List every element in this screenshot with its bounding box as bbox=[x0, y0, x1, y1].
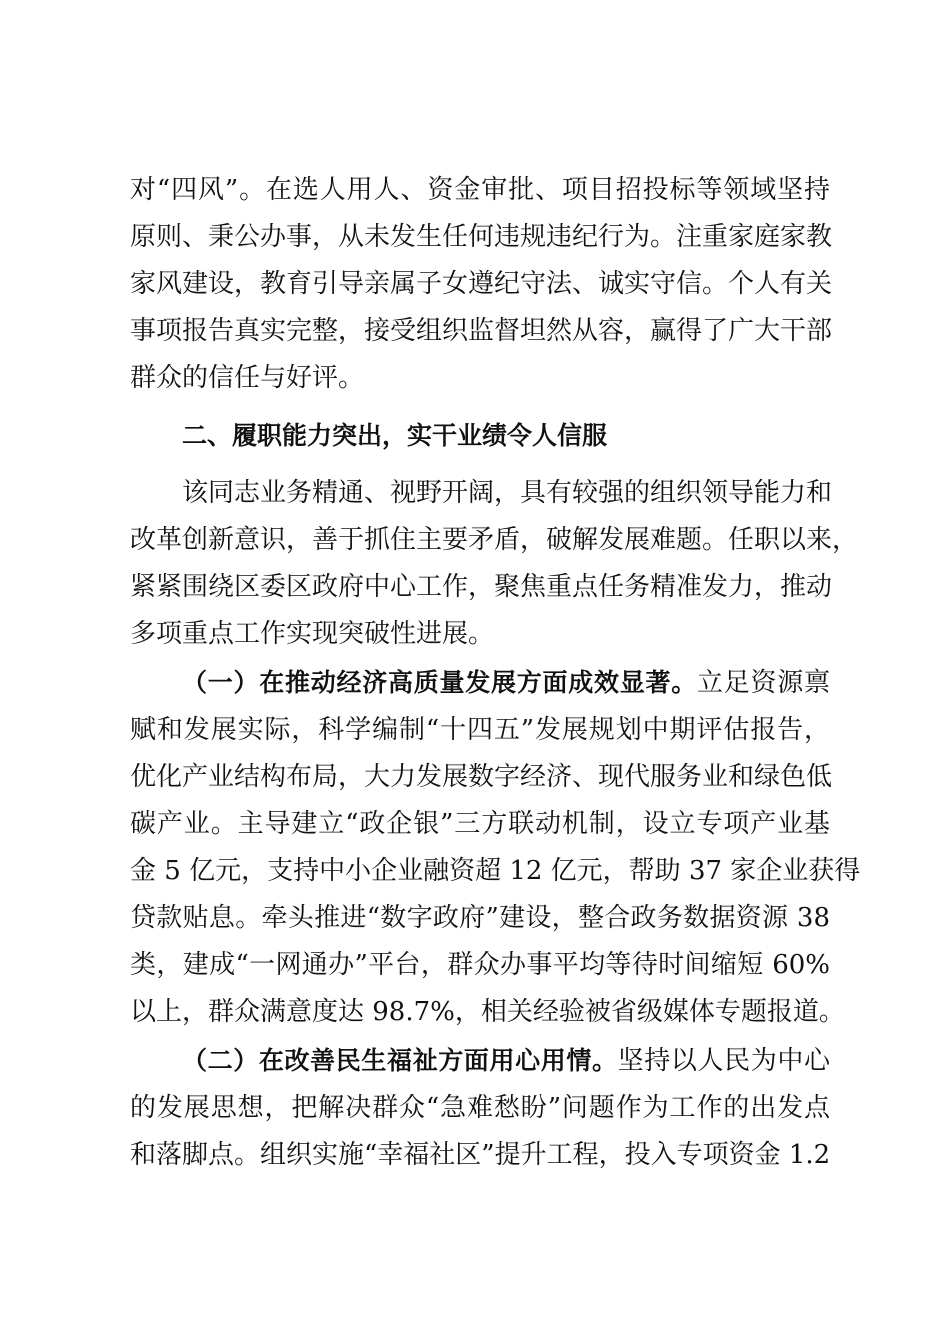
paragraph-line: 优化产业结构布局，大力发展数字经济、现代服务业和绿色低 bbox=[130, 762, 833, 792]
paragraph-line: 对“四风”。在选人用人、资金审批、项目招投标等领域坚持 bbox=[130, 175, 830, 205]
subsection-first-line bbox=[182, 1043, 830, 1079]
section-heading: 二、履职能力突出，实干业绩令人信服 bbox=[182, 421, 608, 450]
subsection-lead: （一）在推动经济高质量发展方面成效显著。 bbox=[182, 668, 697, 697]
paragraph-line: 贷款贴息。牵头推进“数字政府”建设，整合政务数据资源 38 bbox=[130, 903, 830, 933]
paragraph-line: 原则、秉公办事，从未发生任何违规违纪行为。注重家庭家教 bbox=[130, 222, 833, 252]
paragraph-line: 赋和发展实际，科学编制“十四五”发展规划中期评估报告， bbox=[130, 715, 830, 745]
subsection-first-line bbox=[182, 665, 830, 701]
paragraph-line: 家风建设，教育引导亲属子女遵纪守法、诚实守信。个人有关 bbox=[130, 269, 833, 299]
paragraph-line: 和落脚点。组织实施“幸福社区”提升工程，投入专项资金 1.2 bbox=[130, 1140, 831, 1170]
paragraph-line: 紧紧围绕区委区政府中心工作，聚焦重点任务精准发力，推动 bbox=[130, 572, 833, 602]
paragraph-line: 类，建成“一网通办”平台，群众办事平均等待时间缩短 60% bbox=[130, 950, 830, 980]
subsection-lead-rest: 立足资源禀 bbox=[696, 668, 830, 698]
paragraph-line: 的发展思想，把解决群众“急难愁盼”问题作为工作的出发点 bbox=[130, 1093, 830, 1123]
subsection-lead: （二）在改善民生福祉方面用心用情。 bbox=[182, 1046, 618, 1075]
paragraph-line: 多项重点工作实现突破性进展。 bbox=[130, 619, 495, 649]
paragraph-line: 碳产业。主导建立“政企银”三方联动机制，设立专项产业基 bbox=[130, 809, 830, 839]
paragraph-line: 改革创新意识，善于抓住主要矛盾，破解发展难题。任职以来， bbox=[130, 525, 859, 555]
paragraph-line: 该同志业务精通、视野开阔，具有较强的组织领导能力和 bbox=[182, 478, 833, 508]
paragraph-line: 以上，群众满意度达 98.7%，相关经验被省级媒体专题报道。 bbox=[130, 997, 845, 1027]
paragraph-line: 事项报告真实完整，接受组织监督坦然从容，赢得了广大干部 bbox=[130, 316, 833, 346]
paragraph-line: 群众的信任与好评。 bbox=[130, 363, 365, 393]
subsection-lead-rest: 坚持以人民为中心 bbox=[617, 1046, 830, 1076]
paragraph-line: 金 5 亿元，支持中小企业融资超 12 亿元，帮助 37 家企业获得 bbox=[130, 856, 861, 886]
